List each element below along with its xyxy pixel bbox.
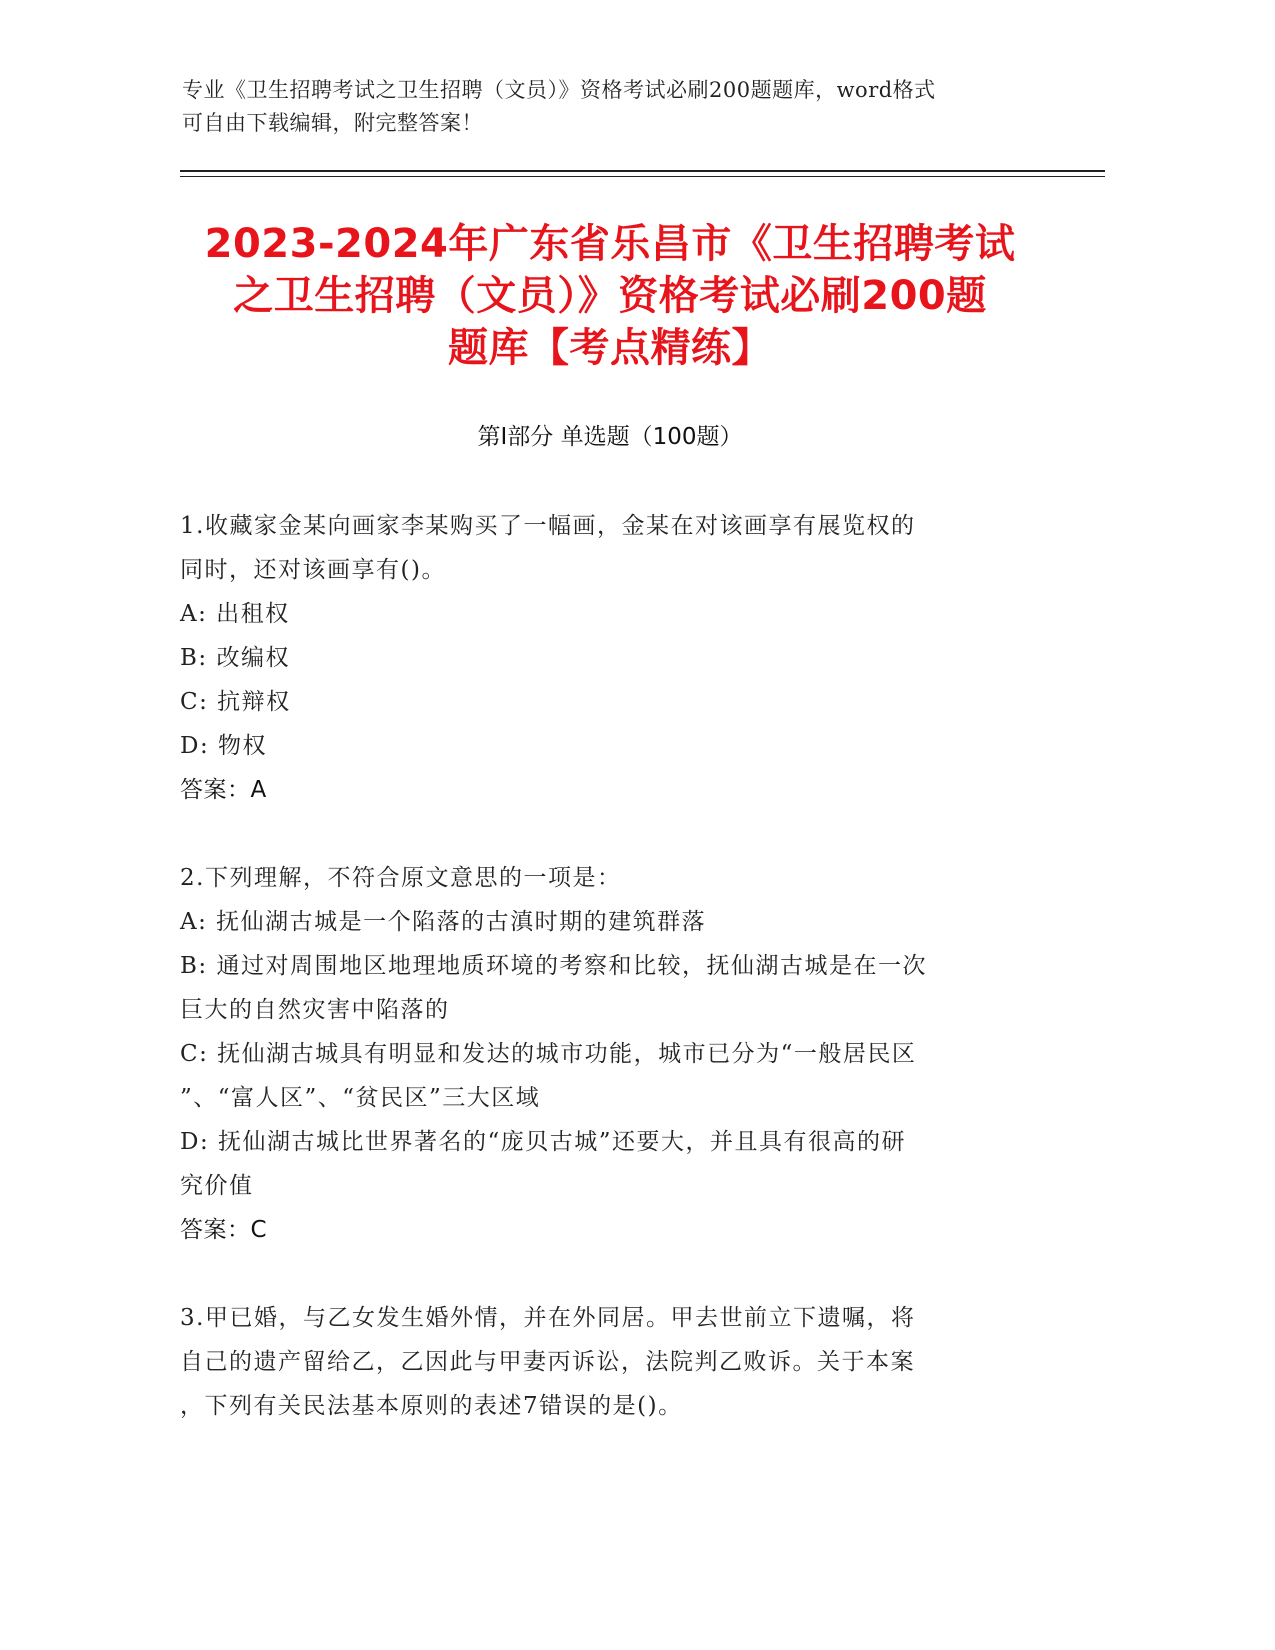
header-note-line: 可自由下载编辑，附完整答案！: [182, 111, 483, 135]
option-b: B: 改编权: [180, 645, 290, 671]
option-a: A: 出租权: [180, 601, 290, 627]
option-d: D: 物权: [180, 733, 268, 759]
title-line: 2023-2024年广东省乐昌市《卫生招聘考试: [204, 221, 1016, 267]
question-stem: 同时，还对该画享有()。: [180, 557, 446, 583]
question-stem: ，下列有关民法基本原则的表述7错误的是()。: [180, 1393, 683, 1419]
title-line: 之卫生招聘（文员）》资格考试必刷200题: [233, 273, 987, 319]
document-title: [180, 218, 1040, 374]
option-c: C: 抗辩权: [180, 689, 291, 715]
option-c-continued: ”、“富人区”、“贫民区”三大区域: [180, 1085, 541, 1111]
question-3: [180, 1296, 1030, 1428]
option-a: A: 抚仙湖古城是一个陷落的古滇时期的建筑群落: [180, 909, 707, 935]
title-line: 题库【考点精练】: [448, 325, 772, 371]
question-stem: 3.甲已婚，与乙女发生婚外情，并在外同居。甲去世前立下遗嘱，将: [180, 1305, 916, 1331]
header-note-line: 专业《卫生招聘考试之卫生招聘（文员）》资格考试必刷200题题库，word格式: [182, 78, 936, 102]
question-1: [180, 504, 1030, 812]
answer: 答案：A: [180, 777, 267, 803]
option-b: B: 通过对周围地区地理地质环境的考察和比较，抚仙湖古城是在一次: [180, 953, 927, 979]
answer: 答案：C: [180, 1217, 268, 1243]
header-divider-thin: [180, 176, 1105, 177]
header-note: [182, 74, 1062, 140]
question-stem: 2.下列理解，不符合原文意思的一项是：: [180, 865, 622, 891]
section-heading: 第Ⅰ部分 单选题（100题）: [477, 424, 743, 450]
question-stem: 1.收藏家金某向画家李某购买了一幅画，金某在对该画享有展览权的: [180, 513, 916, 539]
option-d-continued: 究价值: [180, 1173, 254, 1199]
option-c: C: 抚仙湖古城具有明显和发达的城市功能，城市已分为“一般居民区: [180, 1041, 917, 1067]
option-d: D: 抚仙湖古城比世界著名的“庞贝古城”还要大，并且具有很高的研: [180, 1129, 907, 1155]
question-2: [180, 856, 1030, 1252]
header-divider: [180, 170, 1105, 172]
question-stem: 自己的遗产留给乙，乙因此与甲妻丙诉讼，法院判乙败诉。关于本案: [180, 1349, 915, 1375]
option-b-continued: 巨大的自然灾害中陷落的: [180, 997, 450, 1023]
question-list: [180, 504, 1030, 1472]
